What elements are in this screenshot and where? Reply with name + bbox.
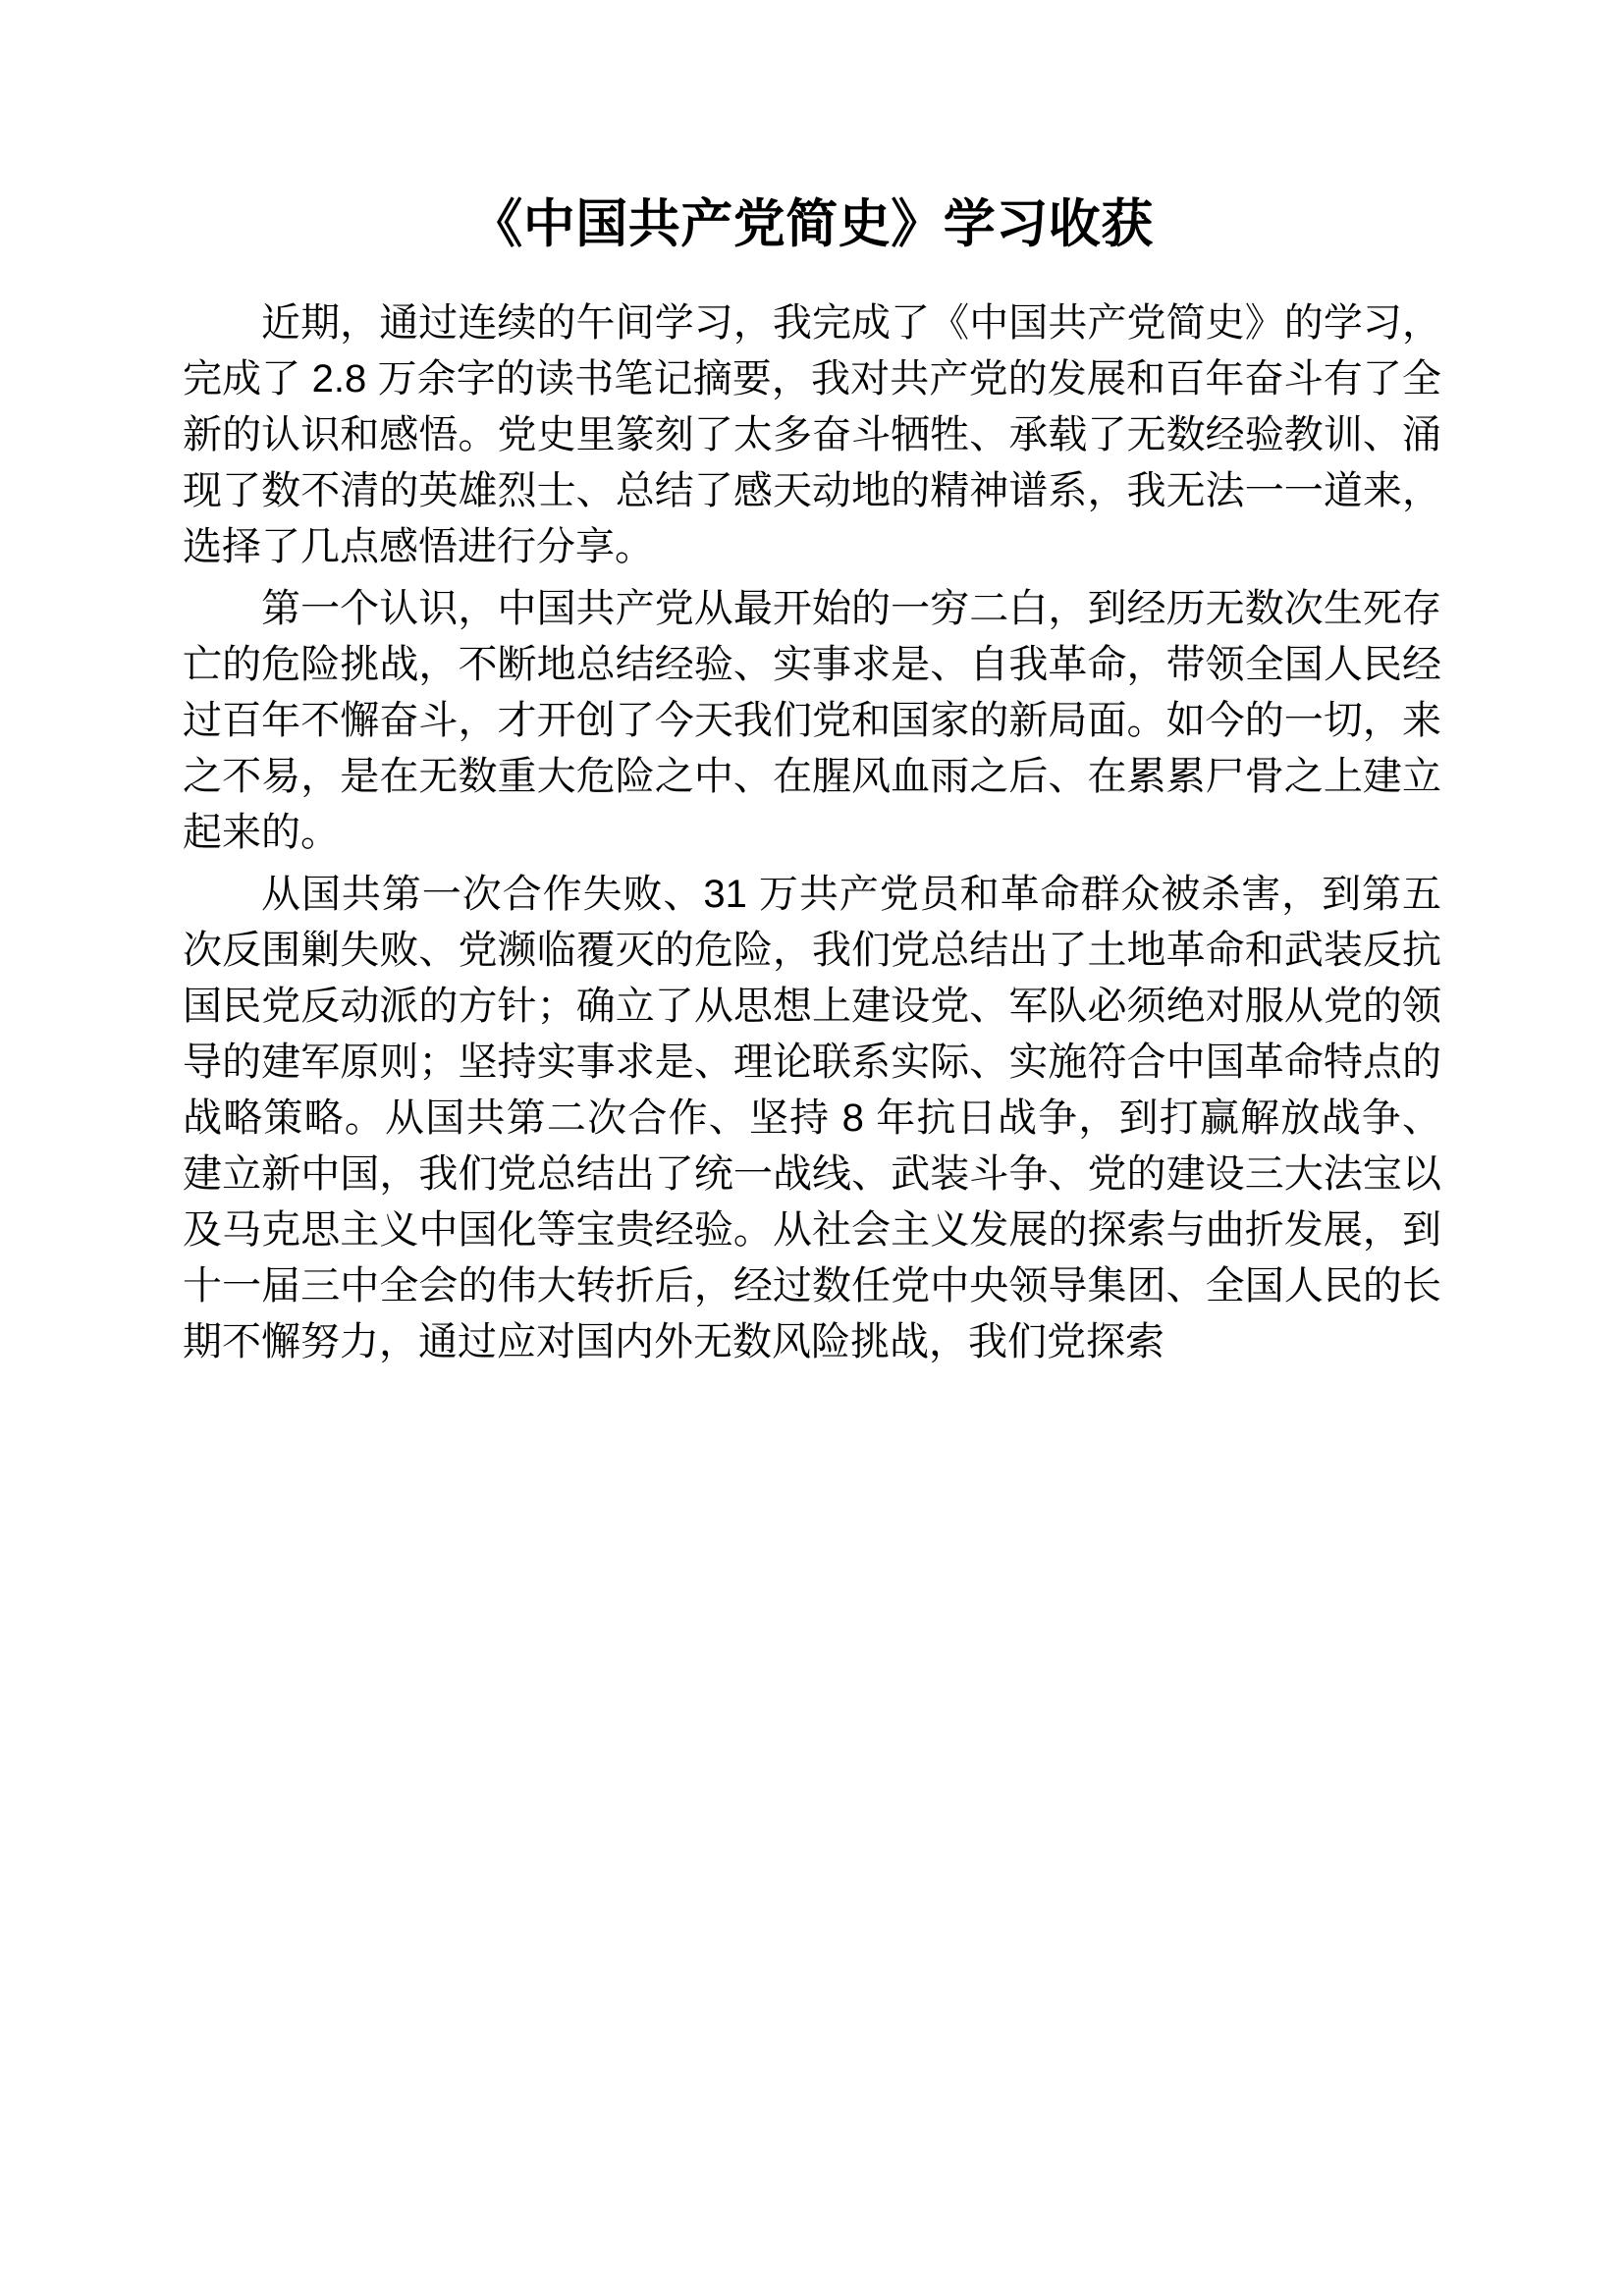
document-body [183,295,1441,1370]
paragraph-3: 从国共第一次合作失败、31 万共产党员和革命群众被杀害，到第五次反围剿失败、党濒临覆灭的危险，我们党总结出了土地革命和武装反抗国民党反动派的方针；确立了从思想上建设党、军队必须绝对服从党的领导的建军原则；坚持实事求是、理论联系实际、实施符合中国革命特点的战略策略。从国共第二次合作、坚持 8 年抗日战争，到打赢解放战争、建立新中国，我们党总结出了统一战线、武装斗争、党的建设三大法宝以及马克思主义中国化等宝贵经验。从社会主义发展的探索与曲折发展，到十一届三中全会的伟大转折后，经过数任党中央领导集团、全国人民的长期不懈努力，通过应对国内外无数风险挑战，我们党探索 [183,873,1441,1363]
document-content [183,0,1441,1374]
paragraph-1: 近期，通过连续的午间学习，我完成了《中国共产党简史》的学习，完成了 2.8 万余字的读书笔记摘要，我对共产党的发展和百年奋斗有了全新的认识和感悟。党史里篆刻了太多奋斗牺牲、承载了无数经验教训、涌现了数不清的英雄烈士、总结了感天动地的精神谱系，我无法一一道来，选择了几点感悟进行分享。 [183,301,1441,568]
paragraph-2: 第一个认识，中国共产党从最开始的一穷二白，到经历无数次生死存亡的危险挑战，不断地总结经验、实事求是、自我革命，带领全国人民经过百年不懈奋斗，才开创了今天我们党和国家的新局面。如今的一切，来之不易，是在无数重大危险之中、在腥风血雨之后、在累累尸骨之上建立起来的。 [183,587,1441,854]
page-title: 《中国共产党简史》学习收获 [470,195,1154,253]
